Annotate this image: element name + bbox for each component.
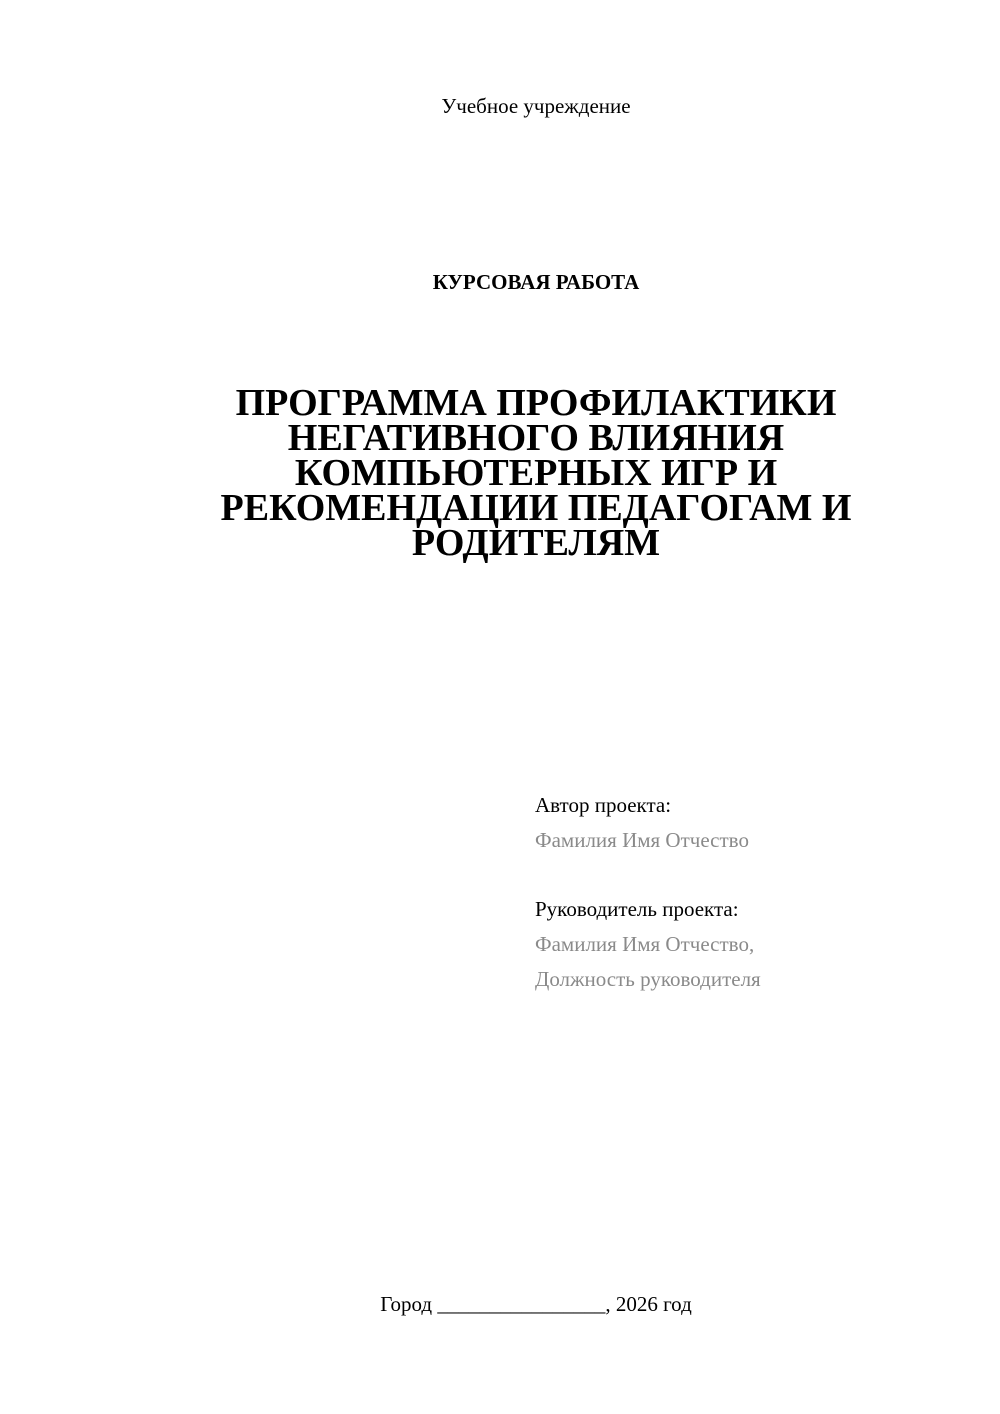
title-line: ПРОГРАММА ПРОФИЛАКТИКИ: [235, 382, 837, 424]
supervisor-label: Руководитель проекта:: [535, 897, 739, 921]
author-label: Автор проекта:: [535, 793, 672, 817]
supervisor-position: Должность руководителя: [535, 967, 761, 991]
title-line: РОДИТЕЛЯМ: [411, 522, 661, 564]
credits-spacer: [535, 858, 975, 892]
project-credits: [535, 788, 975, 997]
institution-name: Учебное учреждение: [441, 94, 631, 118]
title-line: НЕГАТИВНОГО ВЛИЯНИЯ: [287, 417, 785, 459]
work-type-heading: КУРСОВАЯ РАБОТА: [432, 270, 640, 294]
city-year-line: Город ________________, 2026 год: [380, 1292, 692, 1316]
document-title: [186, 382, 886, 564]
supervisor-name: Фамилия Имя Отчество,: [535, 932, 755, 956]
title-line: РЕКОМЕНДАЦИИ ПЕДАГОГАМ И: [220, 487, 852, 529]
title-line: КОМПЬЮТЕРНЫХ ИГР И: [294, 452, 778, 494]
author-name: Фамилия Имя Отчество: [535, 828, 749, 852]
